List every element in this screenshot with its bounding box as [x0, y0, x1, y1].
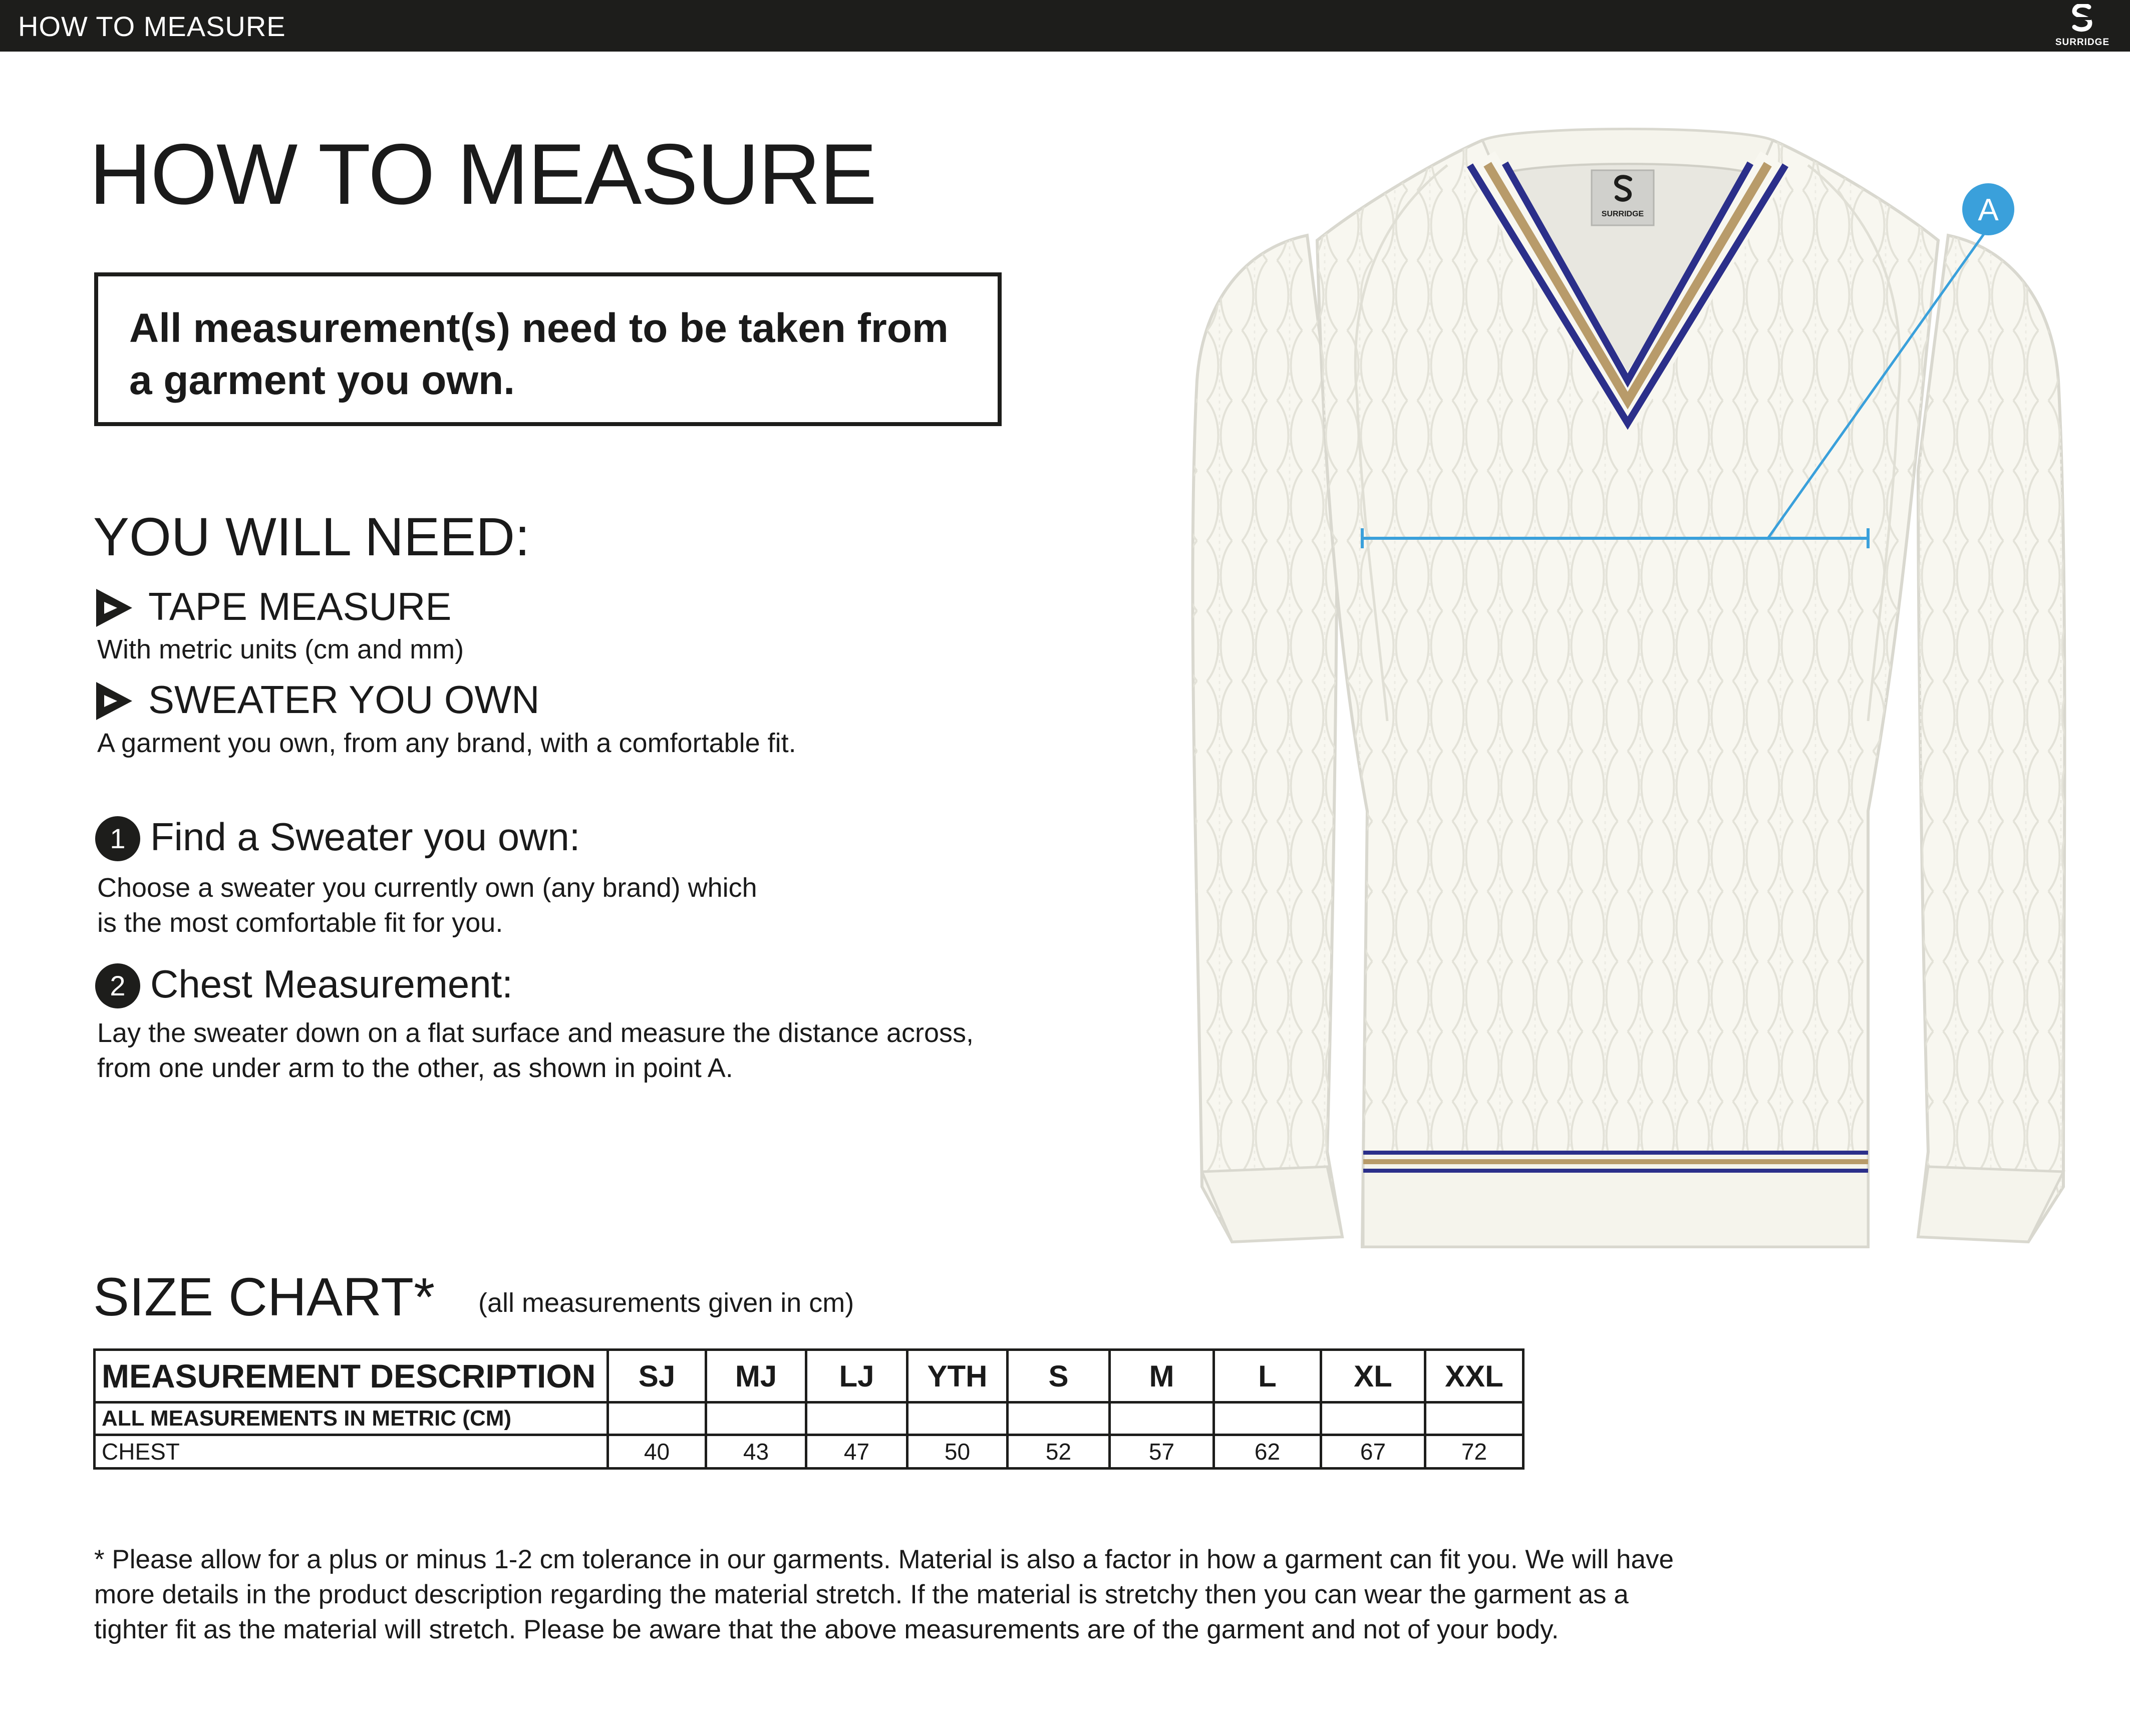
subheader-label-cell: ALL MEASUREMENTS IN METRIC (CM): [95, 1403, 608, 1435]
sweater-drawing: [1167, 120, 2098, 1272]
need-item-title: TAPE MEASURE: [148, 584, 452, 628]
you-will-need-heading: YOU WILL NEED:: [93, 506, 530, 567]
size-header-cell: XXL: [1425, 1350, 1524, 1403]
sweater-illustration: [1167, 120, 2098, 1272]
size-header-cell: SJ: [608, 1350, 706, 1403]
value-cell: 40: [608, 1435, 706, 1469]
step-desc: [97, 870, 1009, 940]
triangle-bullet-icon: [94, 587, 134, 629]
need-item-desc: A garment you own, from any brand, with a comfortable fit.: [97, 728, 796, 758]
size-header-cell: MJ: [706, 1350, 806, 1403]
triangle-bullet-icon: [94, 680, 134, 722]
top-bar: [0, 0, 2130, 52]
size-chart-heading: SIZE CHART*: [93, 1266, 435, 1327]
notice-text: All measurement(s) need to be taken from a garment you own.: [129, 305, 949, 403]
footnote-line: * Please allow for a plus or minus 1-2 cm tolerance in our garments. Material is also a factor in how a garment can fit you. We will have: [94, 1545, 1674, 1574]
need-item-title: SWEATER YOU OWN: [148, 677, 540, 722]
page-title: HOW TO MEASURE: [89, 126, 876, 222]
table-header-row: [95, 1350, 1524, 1403]
size-header-cell: YTH: [907, 1350, 1008, 1403]
value-cell: 50: [907, 1435, 1008, 1469]
value-cell: 52: [1008, 1435, 1110, 1469]
size-header-cell: M: [1110, 1350, 1214, 1403]
step-title: Chest Measurement:: [150, 962, 513, 1006]
surridge-s-logo-icon: [2070, 4, 2095, 35]
row-label-cell: CHEST: [95, 1435, 608, 1469]
step-desc-line: is the most comfortable fit for you.: [97, 908, 503, 938]
brand-logo: [2045, 4, 2120, 48]
size-header-cell: XL: [1321, 1350, 1425, 1403]
step-badge: 2: [95, 963, 140, 1008]
header-label-cell: MEASUREMENT DESCRIPTION: [95, 1350, 608, 1403]
need-item-sweater: [94, 677, 695, 725]
step-desc: [97, 1015, 1009, 1086]
step-desc-line: Choose a sweater you currently own (any brand) which: [97, 873, 757, 903]
bar-title: HOW TO MEASURE: [18, 11, 286, 42]
step-badge: 1: [95, 816, 140, 861]
marker-label: A: [1978, 193, 1999, 227]
value-cell: 72: [1425, 1435, 1524, 1469]
value-cell: 67: [1321, 1435, 1425, 1469]
table-row: [95, 1435, 1524, 1469]
size-header-cell: L: [1214, 1350, 1321, 1403]
value-cell: 43: [706, 1435, 806, 1469]
value-cell: 47: [806, 1435, 907, 1469]
notice-box: [94, 272, 1002, 426]
size-header-cell: LJ: [806, 1350, 907, 1403]
logo-text: SURRIDGE: [2055, 37, 2110, 48]
step-desc-line: from one under arm to the other, as shown in point A.: [97, 1053, 733, 1083]
size-chart-table: [93, 1348, 1525, 1470]
value-cell: 57: [1110, 1435, 1214, 1469]
need-item-tape-measure: [94, 584, 695, 632]
label-tag-text: SURRIDGE: [1601, 210, 1644, 218]
size-chart-note: (all measurements given in cm): [478, 1288, 854, 1318]
footnote-line: more details in the product description regarding the material stretch. If the material is stretchy then you can wear the garment as a: [94, 1580, 1629, 1609]
step-title: Find a Sweater you own:: [150, 815, 580, 859]
footnote-line: tighter fit as the material will stretch. Please be aware that the above measurements are of the garment and not of your body.: [94, 1615, 1559, 1644]
footnote: [94, 1542, 1747, 1647]
table-subheader-row: [95, 1403, 1524, 1435]
step-desc-line: Lay the sweater down on a flat surface and measure the distance across,: [97, 1018, 974, 1048]
size-header-cell: S: [1008, 1350, 1110, 1403]
value-cell: 62: [1214, 1435, 1321, 1469]
need-item-desc: With metric units (cm and mm): [97, 634, 464, 664]
